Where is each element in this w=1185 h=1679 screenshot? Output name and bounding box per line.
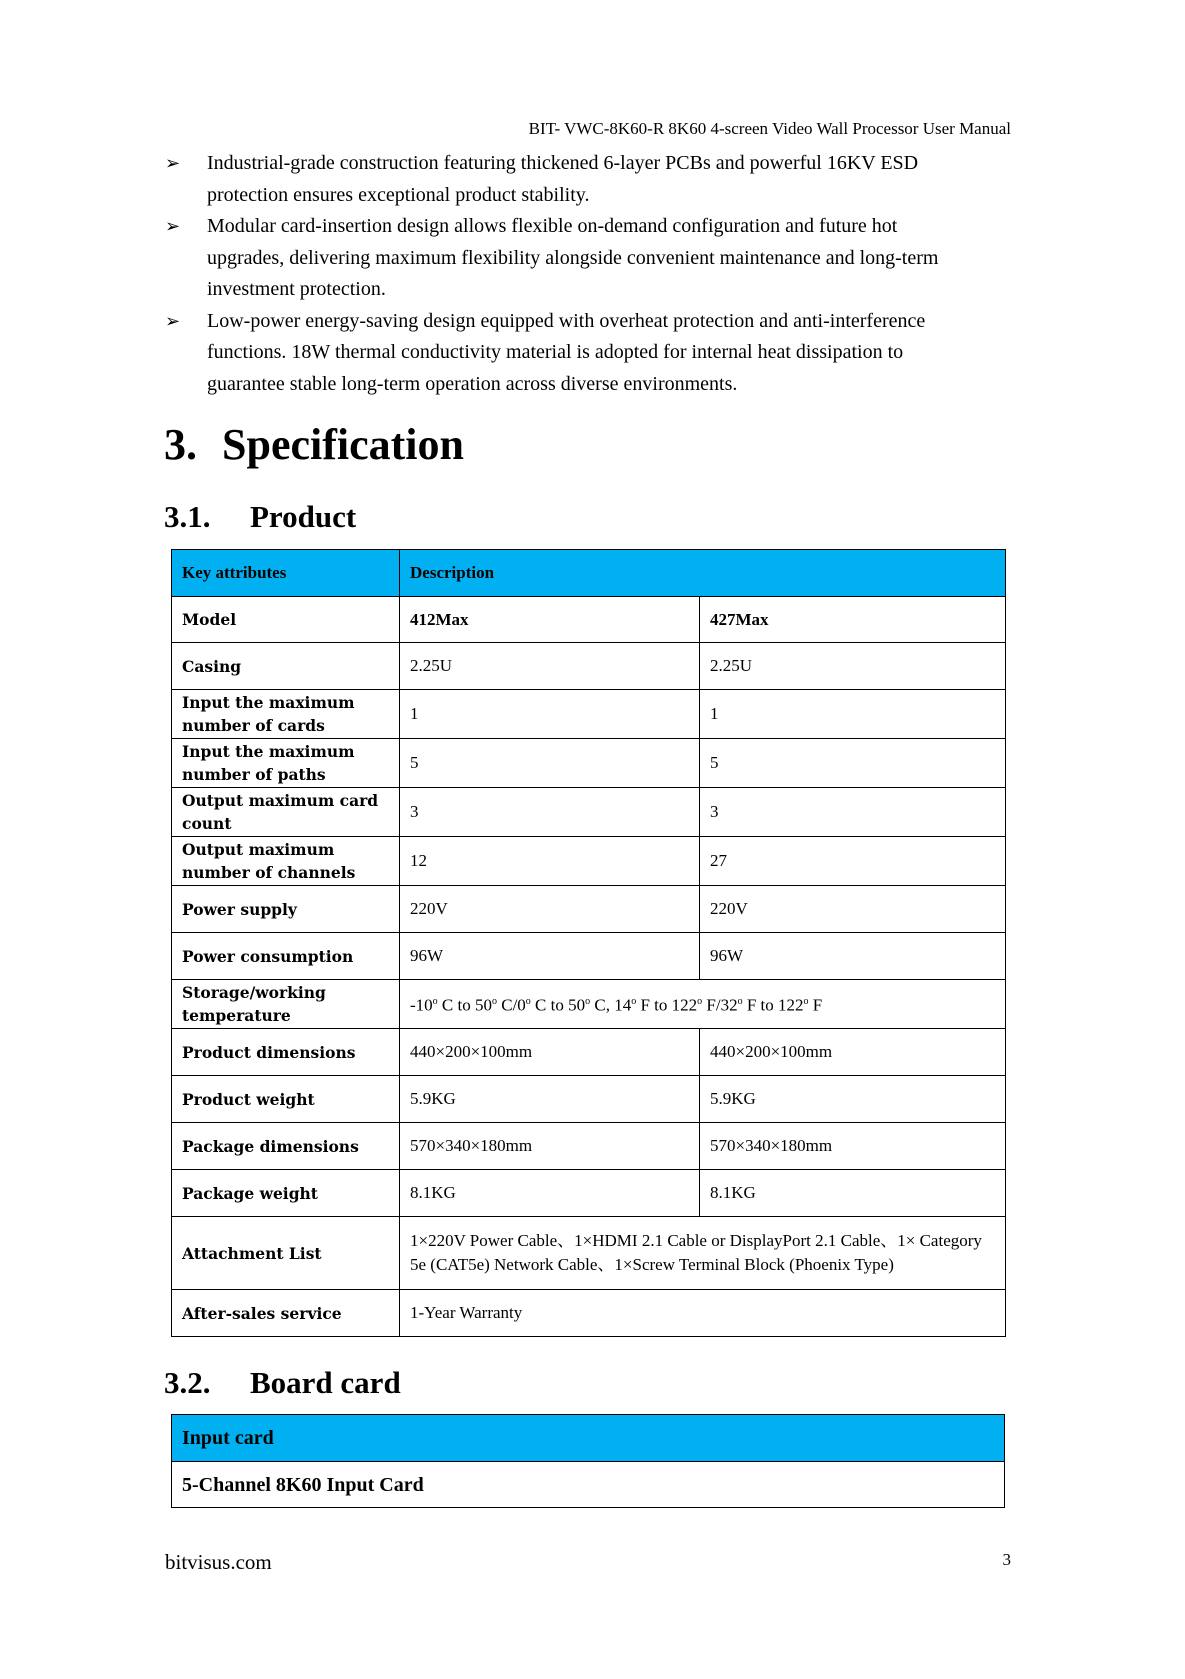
table-row [172,1462,1005,1508]
value-cell: 3 [400,788,700,837]
table-row [172,690,1006,739]
section-number: 3. [164,420,197,469]
header-cell: Description [400,550,1006,597]
subsection-title: Product [250,499,357,534]
subsection-heading-product [164,498,356,536]
value-cell: 440×200×100mm [700,1029,1006,1076]
attribute-cell: Output maximum number of channels [172,837,400,886]
value-cell: 3 [700,788,1006,837]
section-title: Specification [222,420,464,469]
value-cell: 2.25U [400,643,700,690]
arrow-bullet-icon: ➢ [165,216,181,236]
card-name-cell: 5-Channel 8K60 Input Card [172,1462,1005,1508]
value-cell: 5.9KG [700,1076,1006,1123]
feature-text-line: functions. 18W thermal conductivity material is adopted for internal heat dissipation to [207,341,904,363]
value-cell: 8.1KG [400,1170,700,1217]
arrow-bullet-icon: ➢ [165,153,181,173]
attribute-cell: Input the maximum number of paths [172,739,400,788]
table-row [172,1029,1006,1076]
table-row [172,739,1006,788]
value-cell: 96W [700,933,1006,980]
feature-list [165,148,1005,400]
document-header: BIT- VWC-8K60-R 8K60 4-screen Video Wall Processor User Manual [528,119,1011,138]
value-cell: 5 [700,739,1006,788]
table-row [172,788,1006,837]
attribute-cell: Product dimensions [172,1029,400,1076]
subsection-title: Board card [250,1365,401,1400]
feature-item [165,148,1005,211]
feature-text-line: Low-power energy-saving design equipped with overheat protection and anti-interference [207,309,926,332]
product-spec-table [171,549,1006,1337]
attribute-cell: Model [172,597,400,643]
value-cell: 570×340×180mm [400,1123,700,1170]
table-row [172,1217,1006,1290]
feature-item [165,211,1005,306]
value-cell: 27 [700,837,1006,886]
header-cell: Key attributes [172,550,400,597]
subsection-number: 3.2. [164,1365,211,1400]
feature-text-line: Modular card-insertion design allows flexible on-demand configuration and future hot [207,215,898,237]
feature-text-line: guarantee stable long-term operation across diverse environments. [207,372,738,395]
value-cell: 1 [400,690,700,739]
page-number: 3 [1002,1550,1011,1569]
attribute-cell: Product weight [172,1076,400,1123]
board-card-table [171,1414,1005,1508]
table-row [172,1076,1006,1123]
value-cell: 427Max [700,597,1006,643]
table-header-row [172,1415,1005,1462]
value-cell: 5.9KG [400,1076,700,1123]
footer-website: bitvisus.com [165,1550,272,1574]
value-cell: 1 [700,690,1006,739]
feature-text-line: upgrades, delivering maximum flexibility alongside convenient maintenance and long-term [207,246,939,269]
temperature-value-cell: -10$^o$ C to 50$^o$ C/0$^o$ C to 50$^o$ C, 14$^o$ F to 122$^o$ F/32$^o$ F to 122$^o$ F [400,980,1006,1029]
attribute-cell: Package dimensions [172,1123,400,1170]
table-row [172,837,1006,886]
attribute-cell: Storage/working temperature [172,980,400,1029]
value-cell: 2.25U [700,643,1006,690]
table-row [172,1123,1006,1170]
subsection-number: 3.1. [164,499,211,534]
arrow-bullet-icon: ➢ [165,310,181,331]
service-value-cell: 1-Year Warranty [400,1290,1006,1337]
table-row [172,933,1006,980]
header-cell: Input card [172,1415,1005,1462]
value-cell: 12 [400,837,700,886]
value-cell: 220V [400,886,700,933]
value-cell: 5 [400,739,700,788]
table-row [172,643,1006,690]
table-header-row [172,550,1006,597]
attribute-cell: Power consumption [172,933,400,980]
attribute-cell: Attachment List [172,1217,400,1290]
attachment-value-cell: 1×220V Power Cable、1×HDMI 2.1 Cable or DisplayPort 2.1 Cable、1× Category 5e (CAT5e) Network Cable、1×Screw Terminal Block (Phoenix Type) [400,1217,1006,1290]
value-cell: 570×340×180mm [700,1123,1006,1170]
table-row [172,886,1006,933]
attribute-cell: After-sales service [172,1290,400,1337]
attribute-cell: Power supply [172,886,400,933]
value-cell: 412Max [400,597,700,643]
table-row [172,1170,1006,1217]
table-row [172,980,1006,1029]
feature-text-line: investment protection. [207,278,386,300]
feature-text-line: protection ensures exceptional product stability. [207,183,590,206]
subsection-heading-board-card [164,1364,401,1402]
value-cell: 8.1KG [700,1170,1006,1217]
value-cell: 440×200×100mm [400,1029,700,1076]
feature-text-line: Industrial-grade construction featuring thickened 6-layer PCBs and powerful 16KV ESD [207,152,919,174]
value-cell: 220V [700,886,1006,933]
attribute-cell: Output maximum card count [172,788,400,837]
table-row [172,1290,1006,1337]
attribute-cell: Package weight [172,1170,400,1217]
attribute-cell: Casing [172,643,400,690]
section-heading [164,418,464,472]
table-row [172,597,1006,643]
attribute-cell: Input the maximum number of cards [172,690,400,739]
feature-item [165,306,1005,401]
value-cell: 96W [400,933,700,980]
